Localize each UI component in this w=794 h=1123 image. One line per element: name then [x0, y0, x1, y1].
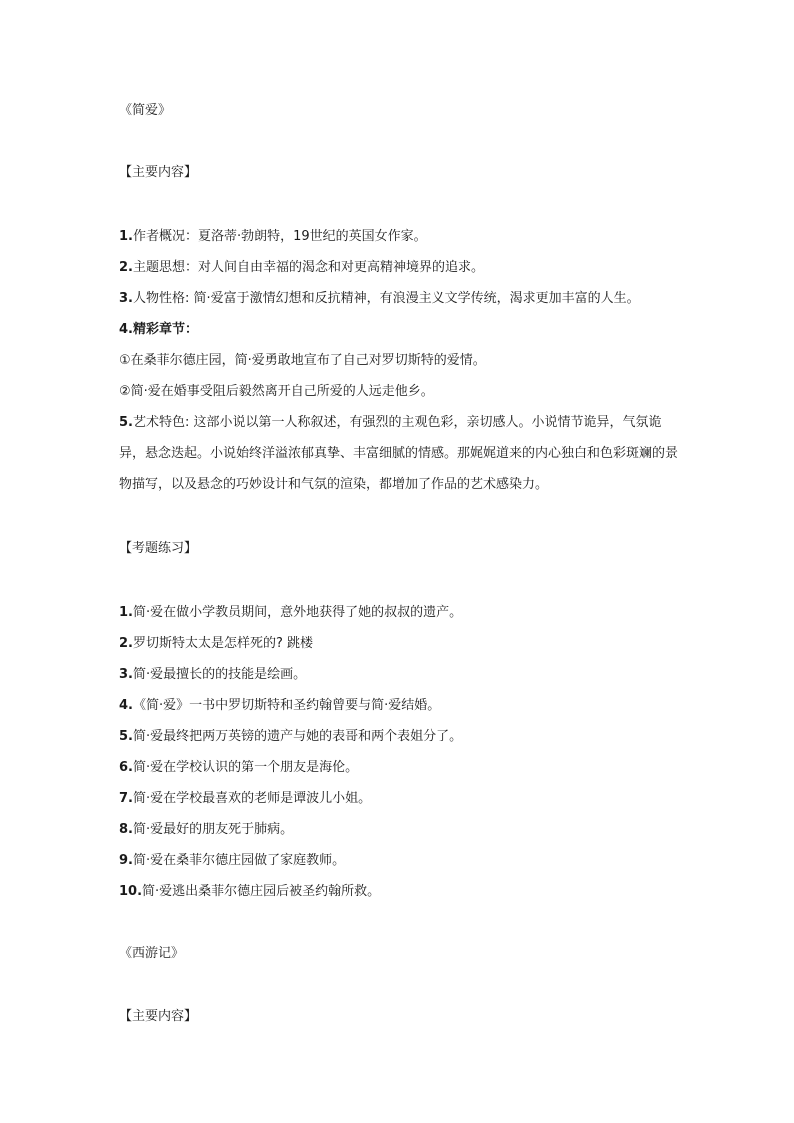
item-character: [119, 290, 640, 308]
book-title-jane-eyre: 《简爱》: [119, 103, 172, 118]
chapter-item-1: ①在桑菲尔德庄园，简·爱勇敢地宣布了自己对罗切斯特的爱情。: [119, 353, 486, 368]
exercise-item: [119, 759, 358, 777]
section-heading-main-content-west: 【主要内容】: [119, 1009, 198, 1024]
exercise-number: 7.: [119, 791, 133, 806]
section-heading-exercises: 【考题练习】: [119, 541, 198, 556]
item-text: 主题思想：对人间自由幸福的渴念和对更高精神境界的追求。: [132, 260, 484, 275]
exercise-text: 罗切斯特太太是怎样死的? 跳楼: [132, 636, 314, 651]
item-number: 4.: [119, 322, 133, 337]
exercise-item: [119, 852, 345, 870]
exercise-text: 简·爱在桑菲尔德庄园做了家庭教师。: [132, 853, 346, 868]
exercise-text: 简·爱最好的朋友死于肺病。: [132, 822, 294, 837]
exercise-text: 简·爱在做小学教员期间，意外地获得了她的叔叔的遗产。: [132, 605, 463, 620]
chapter-item-2: ②简·爱在婚事受阻后毅然离开自己所爱的人远走他乡。: [119, 384, 434, 399]
exercise-item: [119, 728, 462, 746]
item-theme: [119, 259, 484, 277]
exercise-text: 简·爱最终把两万英镑的遗产与她的表哥和两个表姐分了。: [132, 729, 463, 744]
exercise-text: 简·爱逃出桑菲尔德庄园后被圣约翰所救。: [142, 884, 381, 899]
book-title-journey-west: 《西游记》: [119, 946, 185, 961]
item-text: 艺术特色: 这部小说以第一人称叙述，有强烈的主观色彩，亲切感人。小说情节诡异，气氛诡异，悬念迭起。小说始终洋溢浓郁真挚、丰富细腻的情感。那娓娓道来的内心独白和色彩斑斓的景物描写，以及悬念的巧妙设计和气氛的渲染，都增加了作品的艺术感染力。: [119, 415, 679, 492]
exercise-item: [119, 697, 440, 715]
item-number: 1.: [119, 229, 133, 244]
item-chapters: [119, 321, 198, 339]
item-number: 2.: [119, 260, 133, 275]
exercise-number: 6.: [119, 760, 133, 775]
exercise-item: [119, 821, 293, 839]
exercise-number: 8.: [119, 822, 133, 837]
exercise-item: [119, 883, 380, 901]
exercise-number: 1.: [119, 605, 133, 620]
item-text: 作者概况：夏洛蒂·勃朗特，19世纪的英国女作家。: [132, 229, 427, 244]
exercise-item: [119, 604, 462, 622]
item-author: [119, 228, 427, 246]
item-art-features: [119, 407, 679, 500]
exercise-number: 2.: [119, 636, 133, 651]
exercise-text: 简·爱在学校认识的第一个朋友是海伦。: [132, 760, 359, 775]
item-text: 精彩章节：: [132, 322, 198, 337]
exercise-number: 9.: [119, 853, 133, 868]
item-text: 人物性格: 简·爱富于激情幻想和反抗精神，有浪漫主义文学传统，渴求更加丰富的人生。: [132, 291, 640, 306]
exercise-item: [119, 666, 306, 684]
item-number: 5.: [119, 415, 133, 430]
exercise-text: 简·爱在学校最喜欢的老师是谭波儿小姐。: [132, 791, 372, 806]
item-number: 3.: [119, 291, 133, 306]
exercise-item: [119, 790, 371, 808]
exercise-text: 《简·爱》一书中罗切斯特和圣约翰曾要与简·爱结婚。: [132, 698, 441, 713]
exercise-text: 简·爱最擅长的的技能是绘画。: [132, 667, 307, 682]
exercise-number: 4.: [119, 698, 133, 713]
exercise-number: 10.: [119, 884, 143, 899]
section-heading-main-content: 【主要内容】: [119, 165, 198, 180]
exercise-number: 3.: [119, 667, 133, 682]
exercise-item: [119, 635, 313, 653]
exercise-number: 5.: [119, 729, 133, 744]
